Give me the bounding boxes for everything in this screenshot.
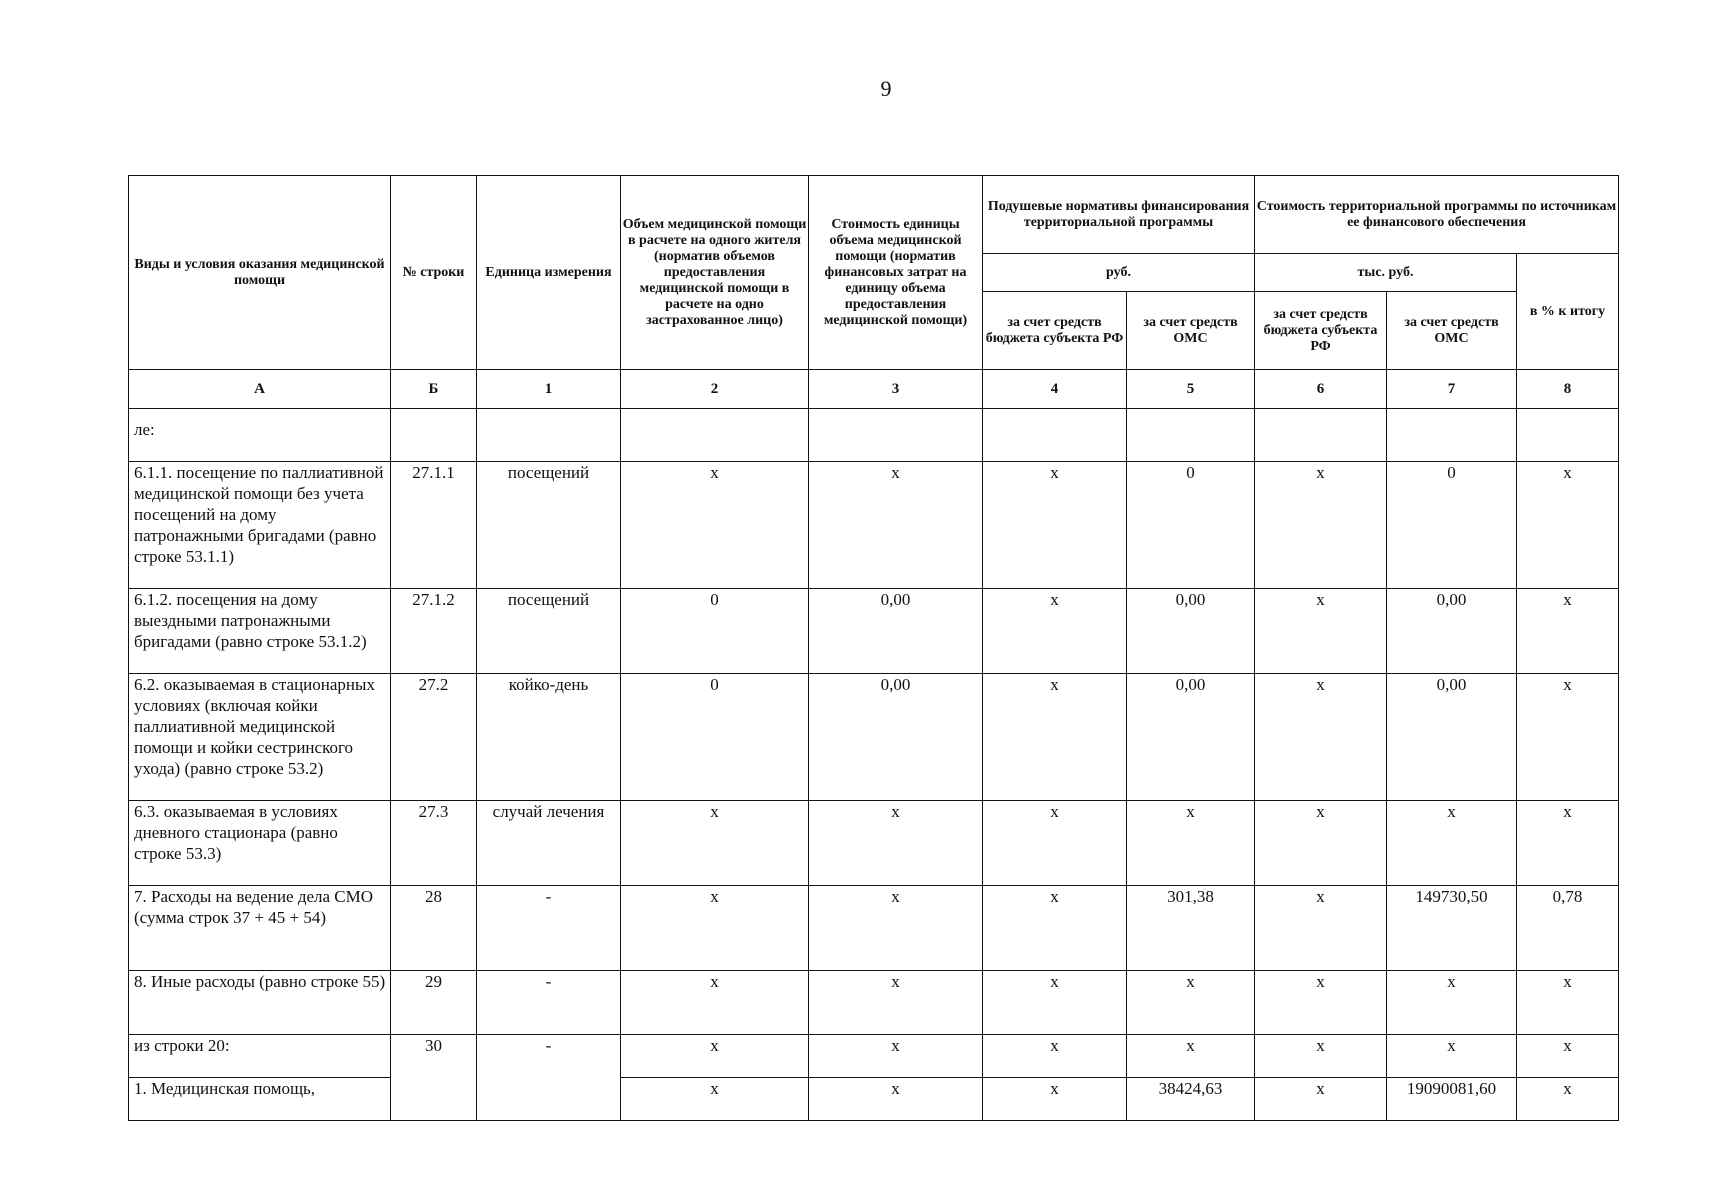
table-cell: x <box>621 886 809 971</box>
table-cell: x <box>983 971 1127 1035</box>
table-cell: x <box>621 1078 809 1121</box>
table-cell: x <box>809 1035 983 1078</box>
row-name: ле: <box>129 409 391 462</box>
row-name: 6.3. оказываемая в условиях дневного стационара (равно строке 53.3) <box>129 801 391 886</box>
table-cell: x <box>1387 1035 1517 1078</box>
table-cell: x <box>1255 1035 1387 1078</box>
table-cell <box>1517 409 1619 462</box>
table-row <box>129 674 1619 801</box>
table-cell: x <box>1517 462 1619 589</box>
table-row <box>129 589 1619 674</box>
table-header <box>129 176 1619 370</box>
table-cell: 0 <box>1127 462 1255 589</box>
table-cell: x <box>1255 589 1387 674</box>
table-cell: x <box>1387 801 1517 886</box>
index-cell: 3 <box>809 370 983 409</box>
table-cell: x <box>809 971 983 1035</box>
table-cell: 30 <box>391 1035 477 1121</box>
header-unit-thous-rub: тыс. руб. <box>1255 254 1517 292</box>
table-cell: x <box>1517 801 1619 886</box>
table-cell: x <box>983 886 1127 971</box>
table-cell: посещений <box>477 462 621 589</box>
table-row <box>129 409 1619 462</box>
table-cell: 0,00 <box>1127 589 1255 674</box>
table-cell: 0,00 <box>1127 674 1255 801</box>
table-row <box>129 801 1619 886</box>
table-cell: 149730,50 <box>1387 886 1517 971</box>
header-col-4: за счет средств бюджета субъекта РФ <box>983 292 1127 370</box>
header-col-2: Объем медицинской помощи в расчете на одного жителя (норматив объемов предоставления медицинской помощи в расчете на одно застрахованное лицо) <box>621 176 809 370</box>
table-cell: x <box>621 462 809 589</box>
table-cell <box>391 409 477 462</box>
header-col-7: за счет средств ОМС <box>1387 292 1517 370</box>
table-cell: x <box>983 1035 1127 1078</box>
table-cell: x <box>1255 462 1387 589</box>
table-cell: x <box>1387 971 1517 1035</box>
table-cell: x <box>1517 1078 1619 1121</box>
row-name: 7. Расходы на ведение дела СМО (сумма строк 37 + 45 + 54) <box>129 886 391 971</box>
column-index-row <box>129 370 1619 409</box>
table-cell: x <box>1517 971 1619 1035</box>
table-cell: x <box>809 801 983 886</box>
table-cell: x <box>1255 801 1387 886</box>
table-cell <box>621 409 809 462</box>
row-name: из строки 20: <box>129 1035 391 1078</box>
table-cell: x <box>621 971 809 1035</box>
table-cell: x <box>983 801 1127 886</box>
index-cell: 7 <box>1387 370 1517 409</box>
table-cell: - <box>477 971 621 1035</box>
table-cell: 0 <box>1387 462 1517 589</box>
table-cell: случай лечения <box>477 801 621 886</box>
index-cell: 8 <box>1517 370 1619 409</box>
table-cell: 0,00 <box>809 674 983 801</box>
index-cell: 1 <box>477 370 621 409</box>
header-unit-rub: руб. <box>983 254 1255 292</box>
index-cell: 4 <box>983 370 1127 409</box>
table-cell: x <box>1127 801 1255 886</box>
index-cell: 5 <box>1127 370 1255 409</box>
table-cell: x <box>1255 674 1387 801</box>
index-cell: 6 <box>1255 370 1387 409</box>
table-cell: 27.3 <box>391 801 477 886</box>
table-cell: x <box>1127 1035 1255 1078</box>
table-cell: x <box>809 886 983 971</box>
table-cell: койко-день <box>477 674 621 801</box>
row-name: 6.2. оказываемая в стационарных условиях (включая койки паллиативной медицинской помощи и койки сестринского ухода) (равно строке 53.2) <box>129 674 391 801</box>
table-row <box>129 886 1619 971</box>
table-cell: 28 <box>391 886 477 971</box>
header-col-1: Единица измерения <box>477 176 621 370</box>
table-cell: - <box>477 886 621 971</box>
table-cell: 29 <box>391 971 477 1035</box>
table-cell: 19090081,60 <box>1387 1078 1517 1121</box>
table-cell: 0,00 <box>1387 674 1517 801</box>
table-cell: 0 <box>621 589 809 674</box>
table-cell: 0,00 <box>1387 589 1517 674</box>
table-cell <box>809 409 983 462</box>
header-col-3: Стоимость единицы объема медицинской помощи (норматив финансовых затрат на единицу объема предоставления медицинской помощи) <box>809 176 983 370</box>
table-cell: x <box>1517 1035 1619 1078</box>
table-cell: посещений <box>477 589 621 674</box>
table-cell: x <box>1255 971 1387 1035</box>
table-cell: x <box>983 1078 1127 1121</box>
table-cell <box>1387 409 1517 462</box>
index-cell: Б <box>391 370 477 409</box>
table-cell: 27.2 <box>391 674 477 801</box>
table-cell: 301,38 <box>1127 886 1255 971</box>
table-cell: x <box>809 1078 983 1121</box>
row-name: 6.1.2. посещения на дому выездными патронажными бригадами (равно строке 53.1.2) <box>129 589 391 674</box>
table-row <box>129 971 1619 1035</box>
row-name: 1. Медицинская помощь, <box>129 1078 391 1121</box>
page-number: 9 <box>880 76 892 101</box>
header-col-5: за счет средств ОМС <box>1127 292 1255 370</box>
index-cell: 2 <box>621 370 809 409</box>
table-cell <box>983 409 1127 462</box>
row-name: 6.1.1. посещение по паллиативной медицинской помощи без учета посещений на дому патронажными бригадами (равно строке 53.1.1) <box>129 462 391 589</box>
table-cell: 0,00 <box>809 589 983 674</box>
table-cell <box>1127 409 1255 462</box>
header-group-cost: Стоимость территориальной программы по источникам ее финансового обеспечения <box>1255 176 1619 254</box>
table-cell: x <box>983 674 1127 801</box>
index-cell: А <box>129 370 391 409</box>
table-cell: x <box>1255 886 1387 971</box>
table-cell: 38424,63 <box>1127 1078 1255 1121</box>
header-col-a: Виды и условия оказания медицинской помощи <box>129 176 391 370</box>
table-cell: x <box>1127 971 1255 1035</box>
financing-table <box>128 175 1619 1121</box>
header-col-b: № строки <box>391 176 477 370</box>
table-cell: 0 <box>621 674 809 801</box>
table-cell: x <box>983 462 1127 589</box>
table-cell: x <box>1517 674 1619 801</box>
table-row <box>129 462 1619 589</box>
header-col-6: за счет средств бюджета субъекта РФ <box>1255 292 1387 370</box>
table-row <box>129 1078 1619 1121</box>
table-cell <box>1255 409 1387 462</box>
table-cell: 27.1.1 <box>391 462 477 589</box>
table-cell: 0,78 <box>1517 886 1619 971</box>
table-cell: x <box>1255 1078 1387 1121</box>
table-cell: - <box>477 1035 621 1121</box>
table-cell: x <box>621 1035 809 1078</box>
table-cell: x <box>983 589 1127 674</box>
table-cell: 27.1.2 <box>391 589 477 674</box>
table-cell <box>477 409 621 462</box>
table-cell: x <box>809 462 983 589</box>
row-name: 8. Иные расходы (равно строке 55) <box>129 971 391 1035</box>
table-cell: x <box>621 801 809 886</box>
table-cell: x <box>1517 589 1619 674</box>
table-row <box>129 1035 1619 1078</box>
header-col-8: в % к итогу <box>1517 254 1619 370</box>
header-group-norm: Подушевые нормативы финансирования территориальной программы <box>983 176 1255 254</box>
